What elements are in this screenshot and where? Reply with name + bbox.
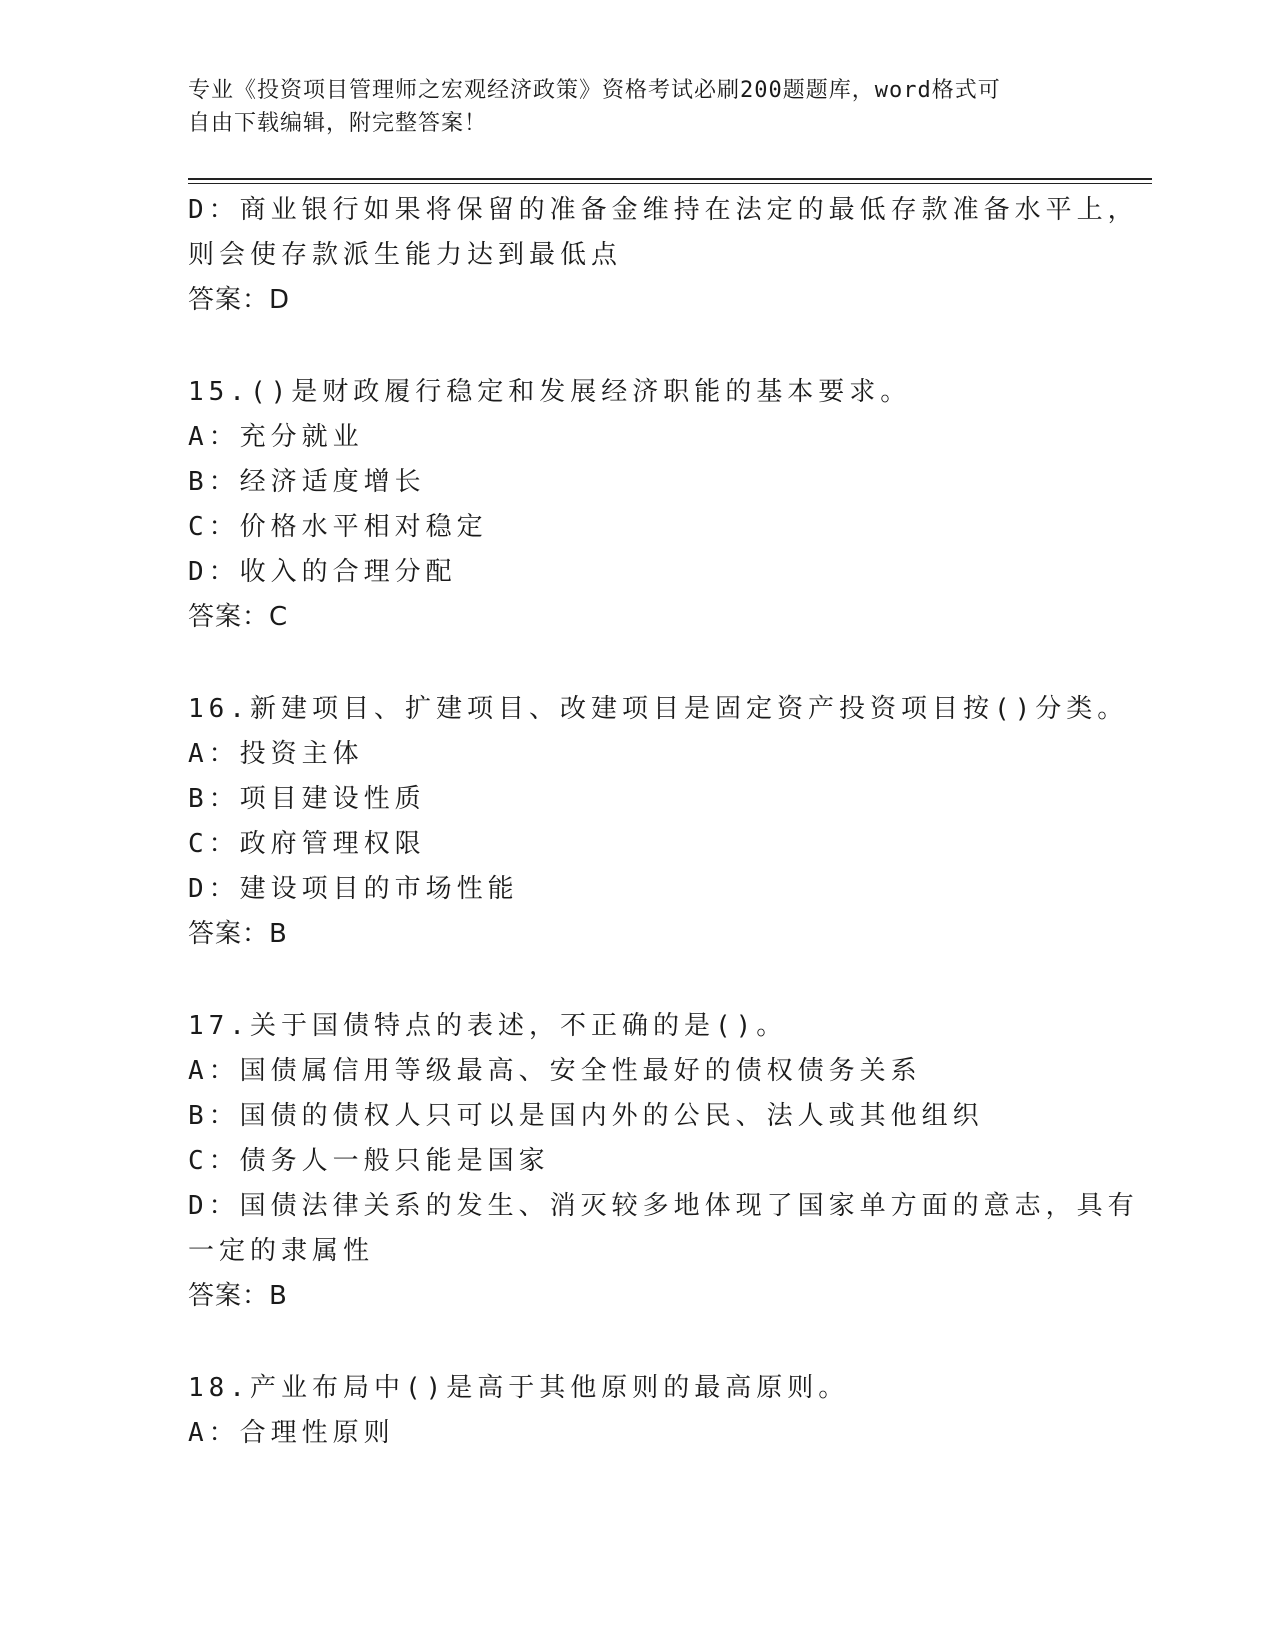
option-b: B：项目建设性质 (188, 784, 426, 814)
header-divider-thick (188, 178, 1152, 180)
question-17 (188, 1004, 1139, 1319)
question-15 (188, 370, 1088, 640)
answer: 答案：B (188, 1281, 288, 1311)
option-d: D：收入的合理分配 (188, 557, 457, 587)
option-d-continued: 则会使存款派生能力达到最低点 (188, 240, 623, 270)
header-line-1: 专业《投资项目管理师之宏观经济政策》资格考试必刷200题题库，word格式可 (188, 78, 1001, 103)
question-list (188, 188, 1139, 1456)
option-c: C：价格水平相对稳定 (188, 512, 488, 542)
question-stem: 18.产业布局中()是高于其他原则的最高原则。 (188, 1373, 850, 1403)
question-16 (188, 687, 1129, 957)
header-line-2: 自由下载编辑，附完整答案！ (188, 111, 488, 136)
header-divider-thin (188, 183, 1152, 184)
option-c: C：政府管理权限 (188, 829, 426, 859)
question-18 (188, 1366, 1088, 1456)
option-a: A：投资主体 (188, 739, 364, 769)
question-14-tail (188, 188, 1139, 323)
question-stem: 15.()是财政履行稳定和发展经济职能的基本要求。 (188, 377, 912, 407)
option-d-continued: 一定的隶属性 (188, 1236, 375, 1266)
answer: 答案：B (188, 919, 288, 949)
option-b: B：经济适度增长 (188, 467, 426, 497)
option-d: D：国债法律关系的发生、消灭较多地体现了国家单方面的意志，具有 (188, 1191, 1139, 1221)
document-header (188, 74, 1068, 140)
option-d: D：建设项目的市场性能 (188, 874, 519, 904)
option-c: C：债务人一般只能是国家 (188, 1146, 550, 1176)
option-d: D：商业银行如果将保留的准备金维持在法定的最低存款准备水平上， (188, 195, 1139, 225)
option-a: A：合理性原则 (188, 1418, 395, 1448)
option-b: B：国债的债权人只可以是国内外的公民、法人或其他组织 (188, 1101, 984, 1131)
question-stem: 17.关于国债特点的表述，不正确的是()。 (188, 1011, 788, 1041)
option-a: A：充分就业 (188, 422, 364, 452)
answer: 答案：D (188, 285, 291, 315)
question-stem: 16.新建项目、扩建项目、改建项目是固定资产投资项目按()分类。 (188, 694, 1129, 724)
answer: 答案：C (188, 602, 289, 632)
option-a: A：国债属信用等级最高、安全性最好的债权债务关系 (188, 1056, 922, 1086)
